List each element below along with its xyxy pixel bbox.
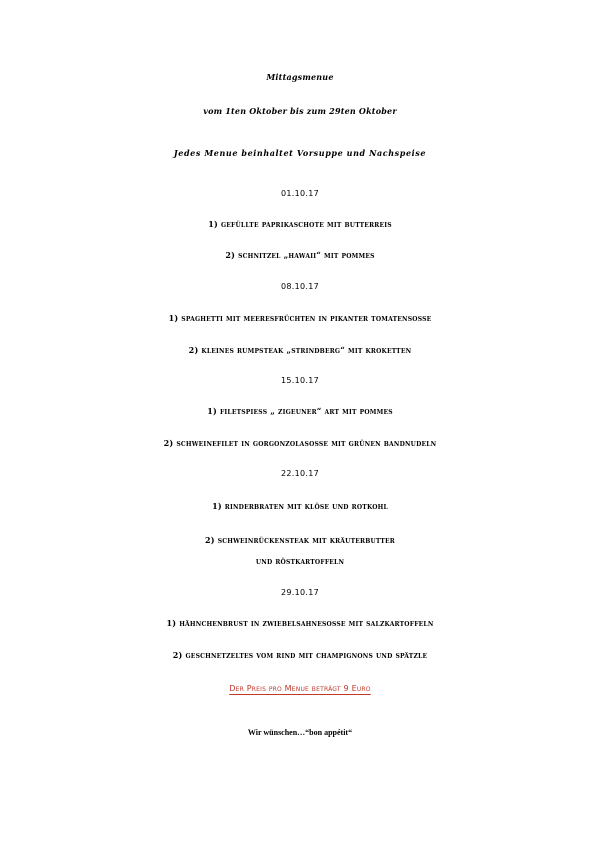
week-date: 29.10.17: [280, 588, 320, 597]
dish-item: 2) schweinefilet in gorgonzolasosse mit grünen bandnudeln: [163, 438, 437, 448]
week-date: 01.10.17: [280, 189, 320, 198]
week-date: 15.10.17: [280, 376, 320, 385]
dish-item: 1) rinderbraten mit klöse und rotkohl: [212, 501, 388, 511]
dish-item: 2) geschnetzeltes vom rind mit champignons und spätzle: [172, 650, 428, 660]
price-notice: Der Preis pro Menue beträgt 9 Euro: [229, 684, 371, 693]
menu-note: Jedes Menue beinhaltet Vorsuppe und Nachspeise: [173, 148, 427, 158]
dish-item: 1) hähnchenbrust in zwiebelsahnesosse mit salzkartoffeln: [166, 618, 434, 628]
dish-item: 2) schweinrückensteak mit kräuterbutter: [204, 535, 395, 545]
dish-item: 1) spaghetti mit meeresfrüchten in pikanter tomatensosse: [168, 313, 432, 323]
week-date: 08.10.17: [280, 282, 320, 291]
dish-item: 2) kleines rumpsteak „strindberg“ mit kroketten: [188, 345, 412, 355]
dish-item: 2) schnitzel „hawaii“ mit pommes: [225, 250, 375, 260]
dish-item: 1) filetspiess „ zigeuner“ art mit pommes: [207, 406, 393, 416]
week-date: 22.10.17: [280, 469, 320, 478]
dish-item: 1) gefüllte paprikaschote mit butterreis: [208, 219, 392, 229]
menu-title: Mittagsmenue: [266, 72, 334, 82]
menu-period: vom 1ten Oktober bis zum 29ten Oktober: [203, 106, 397, 116]
closing-greeting: Wir wünschen…“bon appétit“: [247, 728, 353, 737]
dish-item: und röstkartoffeln: [255, 556, 345, 566]
